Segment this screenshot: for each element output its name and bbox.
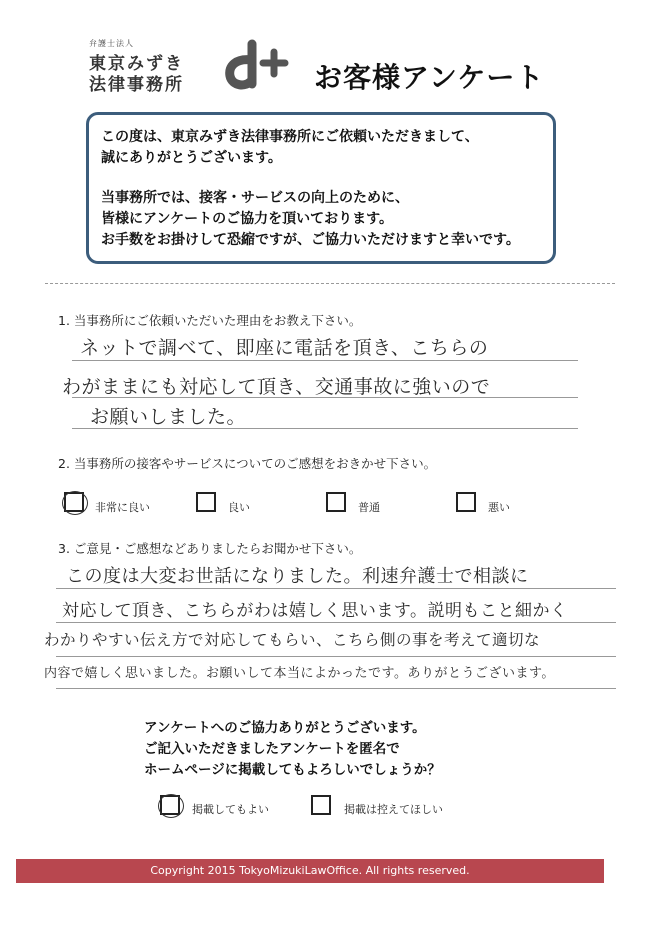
intro-line5: お手数をお掛けして恐縮ですが、ご協力いただけますと幸いです。: [101, 232, 520, 248]
footer-bar: Copyright 2015 TokyoMizukiLawOffice. All rights reserved.: [16, 859, 604, 883]
intro-box: [86, 112, 556, 264]
publish-decline-label: 掲載は控えてほしい: [344, 803, 443, 816]
selected-circle-mark: [158, 794, 184, 818]
intro-line4: 皆様にアンケートのご協力を頂いております。: [101, 211, 394, 227]
org-name-line1: 東京みずき: [89, 54, 184, 74]
closing-line1: アンケートへのご協力ありがとうございます。: [144, 720, 426, 736]
option-good-checkbox[interactable]: [196, 492, 216, 512]
answer-rule: [56, 656, 616, 657]
question-2-label: 2. 当事務所の接客やサービスについてのご感想をおきかせ下さい。: [58, 456, 437, 471]
a-plus-logo-icon: [224, 38, 294, 96]
org-name-line2: 法律事務所: [89, 75, 184, 95]
dashed-divider: [45, 283, 615, 284]
q3-answer-line1: この度は大変お世話になりました。利速弁護士で相談に: [66, 566, 529, 587]
q3-answer-line4: 内容で嬉しく思いました。お願いして本当によかったです。ありがとうございます。: [44, 666, 555, 681]
closing-message: [144, 718, 441, 781]
option-bad-checkbox[interactable]: [456, 492, 476, 512]
answer-rule: [56, 622, 616, 623]
closing-line2: ご記入いただきましたアンケートを匿名で: [144, 741, 400, 757]
publish-decline-checkbox[interactable]: [311, 795, 331, 815]
publish-ok-label: 掲載してもよい: [192, 803, 269, 816]
intro-line3: 当事務所では、接客・サービスの向上のために、: [101, 190, 409, 206]
selected-circle-mark: [62, 491, 88, 515]
page-title: お客様アンケート: [314, 61, 545, 94]
intro-line1: この度は、東京みずき法律事務所にご依頼いただきまして、: [101, 129, 479, 145]
option-average-checkbox[interactable]: [326, 492, 346, 512]
option-bad-label: 悪い: [488, 501, 510, 514]
answer-rule: [72, 428, 578, 429]
option-very-good-label: 非常に良い: [95, 501, 150, 514]
q3-answer-line3: わかりやすい伝え方で対応してもらい、こちら側の事を考えて適切な: [44, 631, 541, 649]
intro-line2: 誠にありがとうございます。: [101, 150, 282, 166]
question-3-label: 3. ご意見・ご感想などありましたらお聞かせ下さい。: [58, 541, 362, 556]
q1-answer-line2: わがままにも対応して頂き、交通事故に強いので: [62, 376, 491, 398]
closing-line3: ホームページに掲載してもよろしいでしょうか？: [144, 762, 441, 778]
q3-answer-line2: 対応して頂き、こちらがわは嬉しく思います。説明もこと細かく: [62, 601, 568, 621]
q1-answer-line3: お願いしました。: [90, 406, 247, 428]
org-type: 弁護士法人: [89, 39, 134, 48]
answer-rule: [72, 397, 578, 398]
answer-rule: [56, 588, 616, 589]
q1-answer-line1: ネットで調べて、即座に電話を頂き、こちらの: [80, 337, 489, 359]
answer-rule: [56, 688, 616, 689]
answer-rule: [72, 360, 578, 361]
question-1-label: 1. 当事務所にご依頼いただいた理由をお教え下さい。: [58, 313, 362, 328]
option-average-label: 普通: [358, 501, 380, 514]
option-good-label: 良い: [228, 501, 250, 514]
